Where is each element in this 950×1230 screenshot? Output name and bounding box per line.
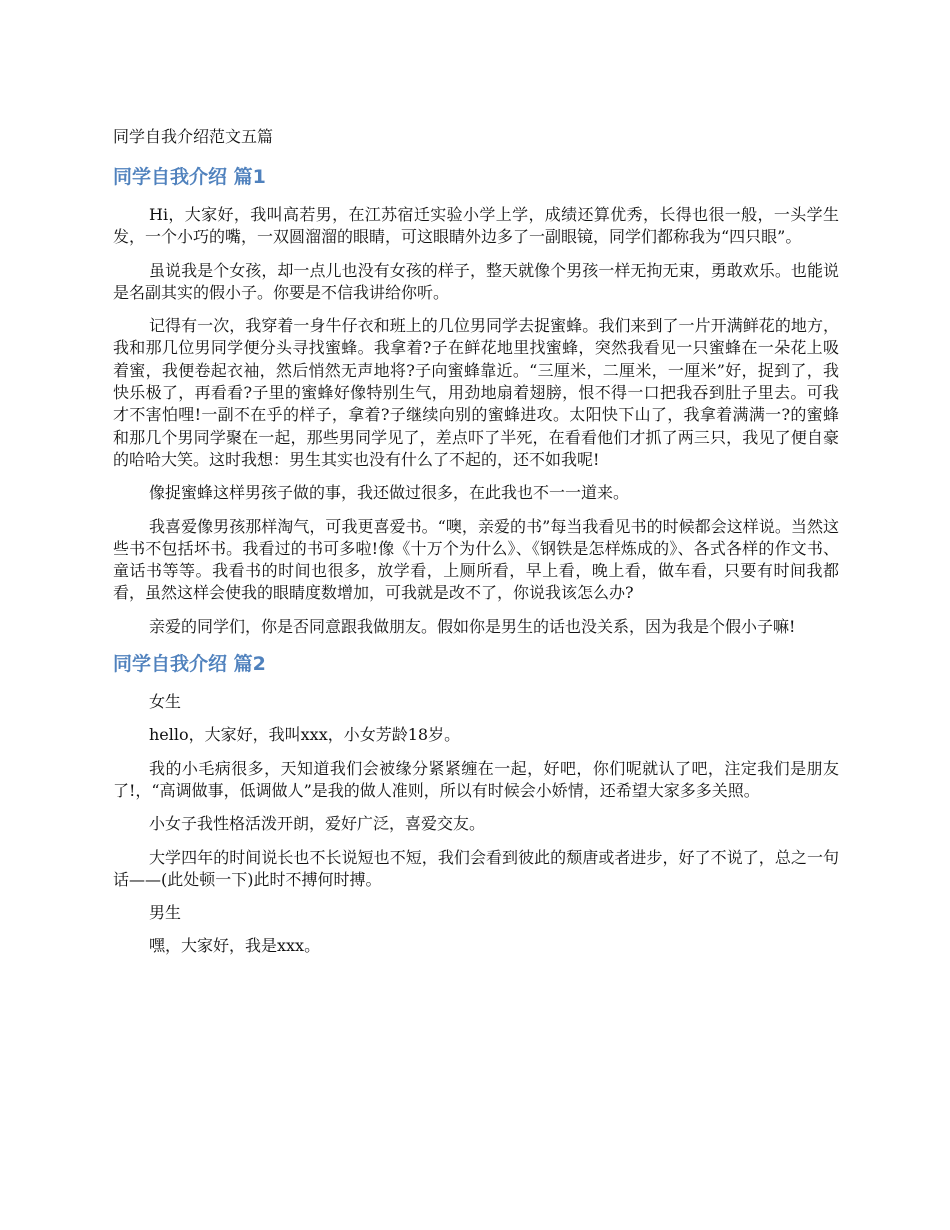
section-2 [113, 649, 839, 958]
paragraph: Hi，大家好，我叫高若男，在江苏宿迁实验小学上学，成绩还算优秀，长得也很一般，一头学生发，一个小巧的嘴，一双圆溜溜的眼睛，可这眼睛外边多了一副眼镜，同学们都称我为“四只眼”。 [113, 205, 839, 247]
paragraph: 我的小毛病很多，天知道我们会被缘分紧紧缠在一起，好吧，你们呢就认了吧，注定我们是朋友了!，“高调做事，低调做人”是我的做人准则，所以有时候会小娇情，还希望大家多多关照。 [113, 758, 839, 800]
paragraph: 大学四年的时间说长也不长说短也不短，我们会看到彼此的颓唐或者进步，好了不说了，总之一句话——(此处顿一下)此时不搏何时搏。 [113, 847, 839, 889]
section-heading: 同学自我介绍 篇1 [113, 166, 266, 188]
paragraph: 像捉蜜蜂这样男孩子做的事，我还做过很多，在此我也不一一道来。 [149, 483, 630, 503]
paragraph: hello，大家好，我叫xxx，小女芳龄18岁。 [149, 725, 461, 745]
paragraph: 我喜爱像男孩那样淘气，可我更喜爱书。“噢，亲爱的书”每当我看见书的时候都会这样说。当然这些书不包括坏书。我看过的书可多啦!像《十万个为什么》、《钢铁是怎样炼成的》、各式各样的作文书、童话书等等。我看书的时间也很多，放学看，上厕所看，早上看，晚上看，做车看，只要有时间我都看，虽然这样会使我的眼睛度数增加，可我就是改不了，你说我该怎么办? [113, 516, 839, 603]
paragraph: 小女子我性格活泼开朗，爱好广泛，喜爱交友。 [149, 814, 486, 834]
section-heading: 同学自我介绍 篇2 [113, 653, 266, 676]
document-title: 同学自我介绍范文五篇 [113, 127, 274, 146]
document-page [113, 122, 839, 969]
paragraph: 虽说我是个女孩，却一点儿也没有女孩的样子，整天就像个男孩一样无拘无束，勇敢欢乐。也能说是名副其实的假小子。你要是不信我讲给你听。 [113, 260, 839, 302]
section-1 [113, 162, 839, 638]
paragraph: 男生 [149, 903, 182, 923]
paragraph: 记得有一次，我穿着一身牛仔衣和班上的几位男同学去捉蜜蜂。我们来到了一片开满鲜花的地方，我和那几位男同学便分头寻找蜜蜂。我拿着?子在鲜花地里找蜜蜂，突然我看见一只蜜蜂在一朵花上吸着蜜，我便卷起衣袖，然后悄然无声地将?子向蜜蜂靠近。“三厘米，二厘米，一厘米”好，捉到了，我快乐极了，再看看?子里的蜜蜂好像特别生气，用劲地扇着翅膀，恨不得一口把我吞到肚子里去。可我才不害怕哩!一副不在乎的样子，拿着?子继续向别的蜜蜂进攻。太阳快下山了，我拿着满满一?的蜜蜂和那几个男同学聚在一起，那些男同学见了，差点吓了半死，在看看他们才抓了两三只，我见了便自豪的哈哈大笑。这时我想：男生其实也没有什么了不起的，还不如我呢! [113, 316, 839, 469]
paragraph: 女生 [149, 692, 182, 712]
paragraph: 亲爱的同学们，你是否同意跟我做朋友。假如你是男生的话也没关系，因为我是个假小子嘛! [149, 616, 796, 636]
paragraph: 嘿，大家好，我是xxx。 [149, 936, 321, 956]
